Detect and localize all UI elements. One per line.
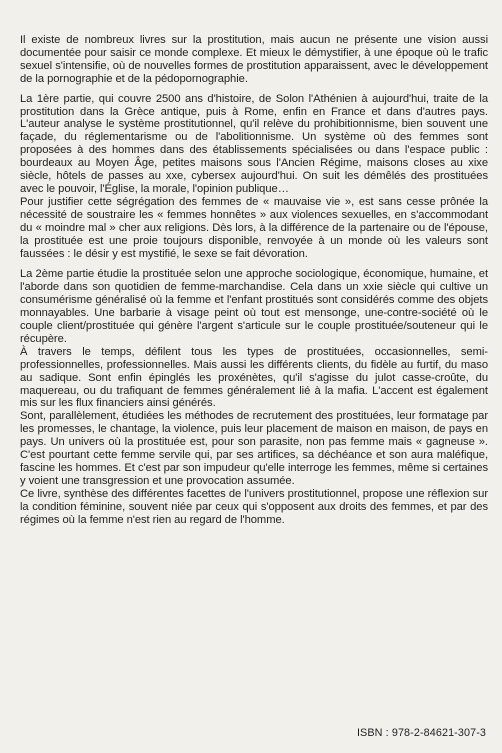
paragraph-types: À travers le temps, défilent tous les types de prostituées, occasionnelles, semi-professionnelles, professionnelles. Mais aussi les différents clients, du fidèle au furtif, du maso au sadique. Sont enfin épinglés les proxénètes, qu'il s'agisse du julot casse-croûte, du maquereau, ou du trafiquant de femmes généralement lié à la mafia. L'accent est également mis sur les flux financiers ainsi générés. bbox=[20, 345, 488, 410]
isbn-label: ISBN : 978-2-84621-307-3 bbox=[356, 727, 486, 739]
paragraph-methods: Sont, parallèlement, étudiées les méthodes de recrutement des prostituées, leur formatage par les promesses, le chantage, la violence, puis leur placement de maison en maison, de pays en pays. Un univers où la prostituée est, pour son parasite, non pas femme mais « gagneuse ». C'est pourtant cette femme servile qui, par ses artifices, sa déchéance et son aura maléfique, fascine les hommes. Et c'est par son impudeur qu'elle interroge les femmes, même si certaines y voient une transgression et une provocation assumée. bbox=[20, 410, 488, 487]
paragraph-intro: Il existe de nombreux livres sur la prostitution, mais aucun ne présente une vision aussi documentée pour saisir ce monde complexe. Et mieux le démystifier, à une époque où le trafic sexuel s'intensifie, où de nouvelles formes de prostitution apparaissent, avec le développement de la pornographie et de la pédopornographie. bbox=[20, 34, 488, 85]
paragraph-part-two: La 2ème partie étudie la prostituée selon une approche sociologique, économique, humaine, et l'aborde dans son quotidien de femme-marchandise. Cela dans un xxie siècle qui cultive un consumérisme généralisé où la femme et l'enfant prostitués sont considérés comme des objets monnayables. Une barbarie à visage peint où tout est mensonge, une-contre-société où le couple client/prostituée qui génère l'argent s'articule sur le couple prostituée/souteneur qui le récupère. bbox=[20, 268, 488, 345]
paragraph-synthesis: Ce livre, synthèse des différentes facettes de l'univers prostitutionnel, propose une réflexion sur la condition féminine, souvent niée par ceux qui s'opposent aux droits des femmes, et par des régimes où la femme n'est rien au regard de l'homme. bbox=[20, 487, 488, 526]
paragraph-part-one: La 1ère partie, qui couvre 2500 ans d'histoire, de Solon l'Athénien à aujourd'hui, traite de la prostitution dans la Grèce antique, puis à Rome, enfin en France et dans d'autres pays. L'auteur analyse le système prostitutionnel, qu'il relève du prohibitionnisme, bien souvent une façade, du réglementarisme ou de l'abolitionnisme. Un système où des femmes sont proposées à des hommes dans des établissements spécialisées ou dans l'espace public : bourdeaux au Moyen Âge, petites maisons sous l'Ancien Régime, maisons closes au xixe siècle, hôtels de passes au xxe, cybersex aujourd'hui. On suit les démêlés des prostituées avec le pouvoir, l'Église, la morale, l'opinion publique… bbox=[20, 92, 488, 195]
paragraph-segregation: Pour justifier cette ségrégation des femmes de « mauvaise vie », est sans cesse prônée la nécessité de soustraire les « femmes honnêtes » aux violences sexuelles, en s'accommodant du « moindre mal » cher aux religions. Dès lors, à la différence de la partenaire ou de l'épouse, la prostituée est une proie toujours disponible, renvoyée à un monde où les valeurs sont faussées : le désir y est mystifié, le sexe se fait dévoration. bbox=[20, 195, 488, 260]
